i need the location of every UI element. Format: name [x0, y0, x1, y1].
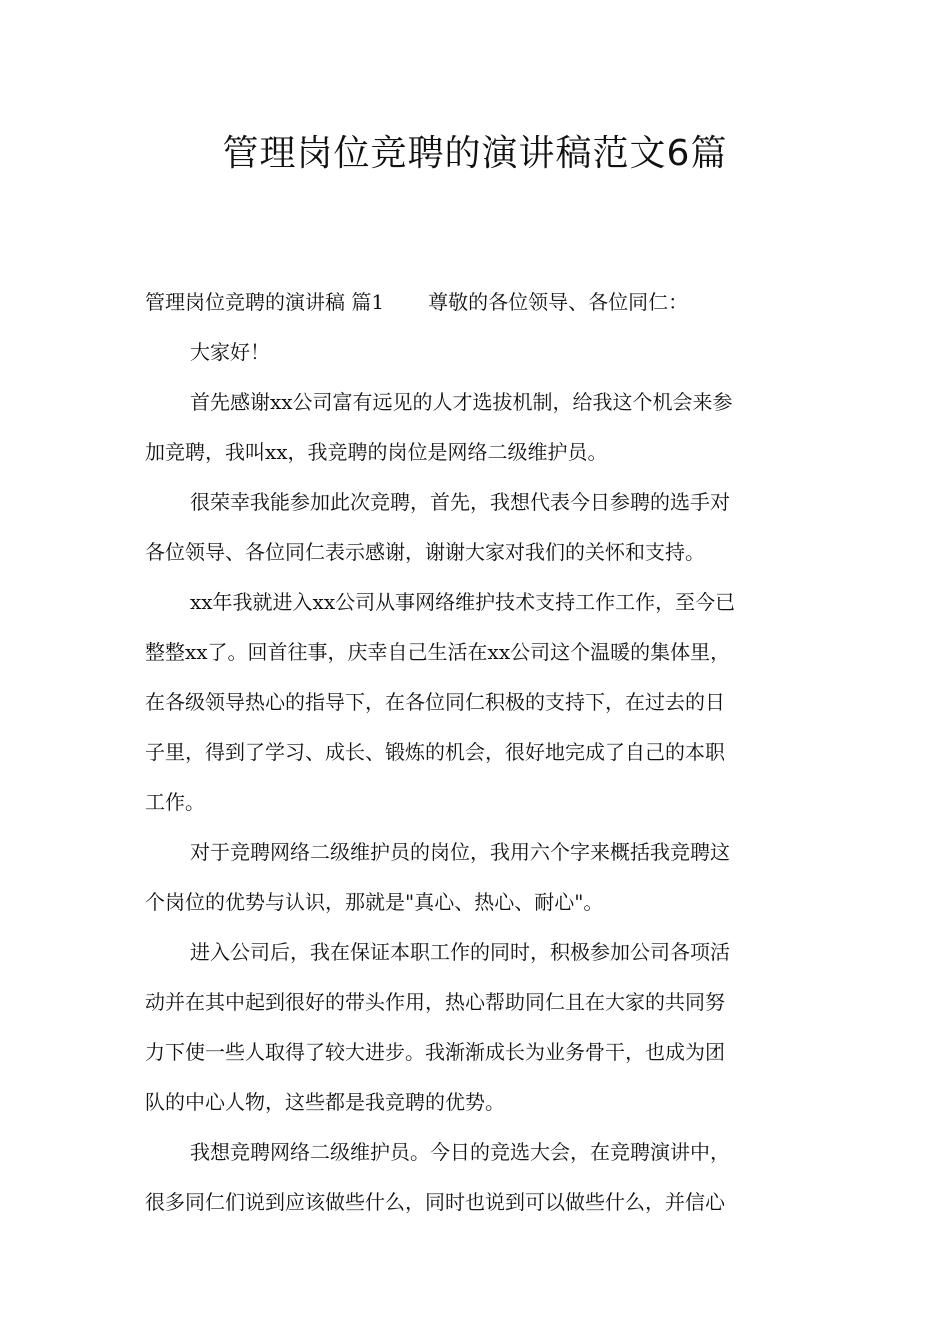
paragraph-line: 动并在其中起到很好的带头作用，热心帮助同仁且在大家的共同努: [145, 990, 725, 1014]
paragraph-line: 子里，得到了学习、成长、锻炼的机会，很好地完成了自己的本职: [145, 740, 725, 764]
paragraph-line: 进入公司后，我在保证本职工作的同时，积极参加公司各项活: [190, 940, 730, 964]
section-heading-line: [145, 283, 805, 321]
document-title: 管理岗位竞聘的演讲稿范文6篇: [222, 133, 728, 174]
salutation: 尊敬的各位领导、各位同仁：: [428, 290, 689, 314]
section-label: 管理岗位竞聘的演讲稿 篇1: [145, 290, 385, 314]
paragraph-line: 各位领导、各位同仁表示感谢，谢谢大家对我们的关怀和支持。: [145, 540, 705, 564]
paragraph-line: 首先感谢xx公司富有远见的人才选拔机制，给我这个机会来参: [190, 390, 733, 414]
paragraph-line: 队的中心人物，这些都是我竞聘的优势。: [145, 1090, 505, 1114]
paragraph-line: 我想竞聘网络二级维护员。今日的竞选大会，在竞聘演讲中，: [190, 1140, 730, 1164]
paragraph-line: 在各级领导热心的指导下，在各位同仁积极的支持下，在过去的日: [145, 690, 725, 714]
paragraph-line: 个岗位的优势与认识，那就是"真心、热心、耐心"。: [145, 890, 604, 914]
paragraph-line: 很多同仁们说到应该做些什么，同时也说到可以做些什么，并信心: [145, 1190, 725, 1214]
paragraph-line: 很荣幸我能参加此次竞聘，首先，我想代表今日参聘的选手对: [190, 490, 730, 514]
paragraph-line: xx年我就进入xx公司从事网络维护技术支持工作工作，至今已: [190, 590, 736, 614]
paragraph-line: 大家好！: [190, 340, 270, 364]
paragraph-line: 工作。: [145, 790, 205, 814]
paragraph-line: 整整xx了。回首往事，庆幸自己生活在xx公司这个温暖的集体里，: [145, 640, 731, 664]
paragraph-line: 力下使一些人取得了较大进步。我渐渐成长为业务骨干，也成为团: [145, 1040, 725, 1064]
paragraph-line: 加竞聘，我叫xx，我竞聘的岗位是网络二级维护员。: [145, 440, 608, 464]
paragraph-line: 对于竞聘网络二级维护员的岗位，我用六个字来概括我竞聘这: [190, 840, 730, 864]
document-body: [145, 283, 805, 1221]
